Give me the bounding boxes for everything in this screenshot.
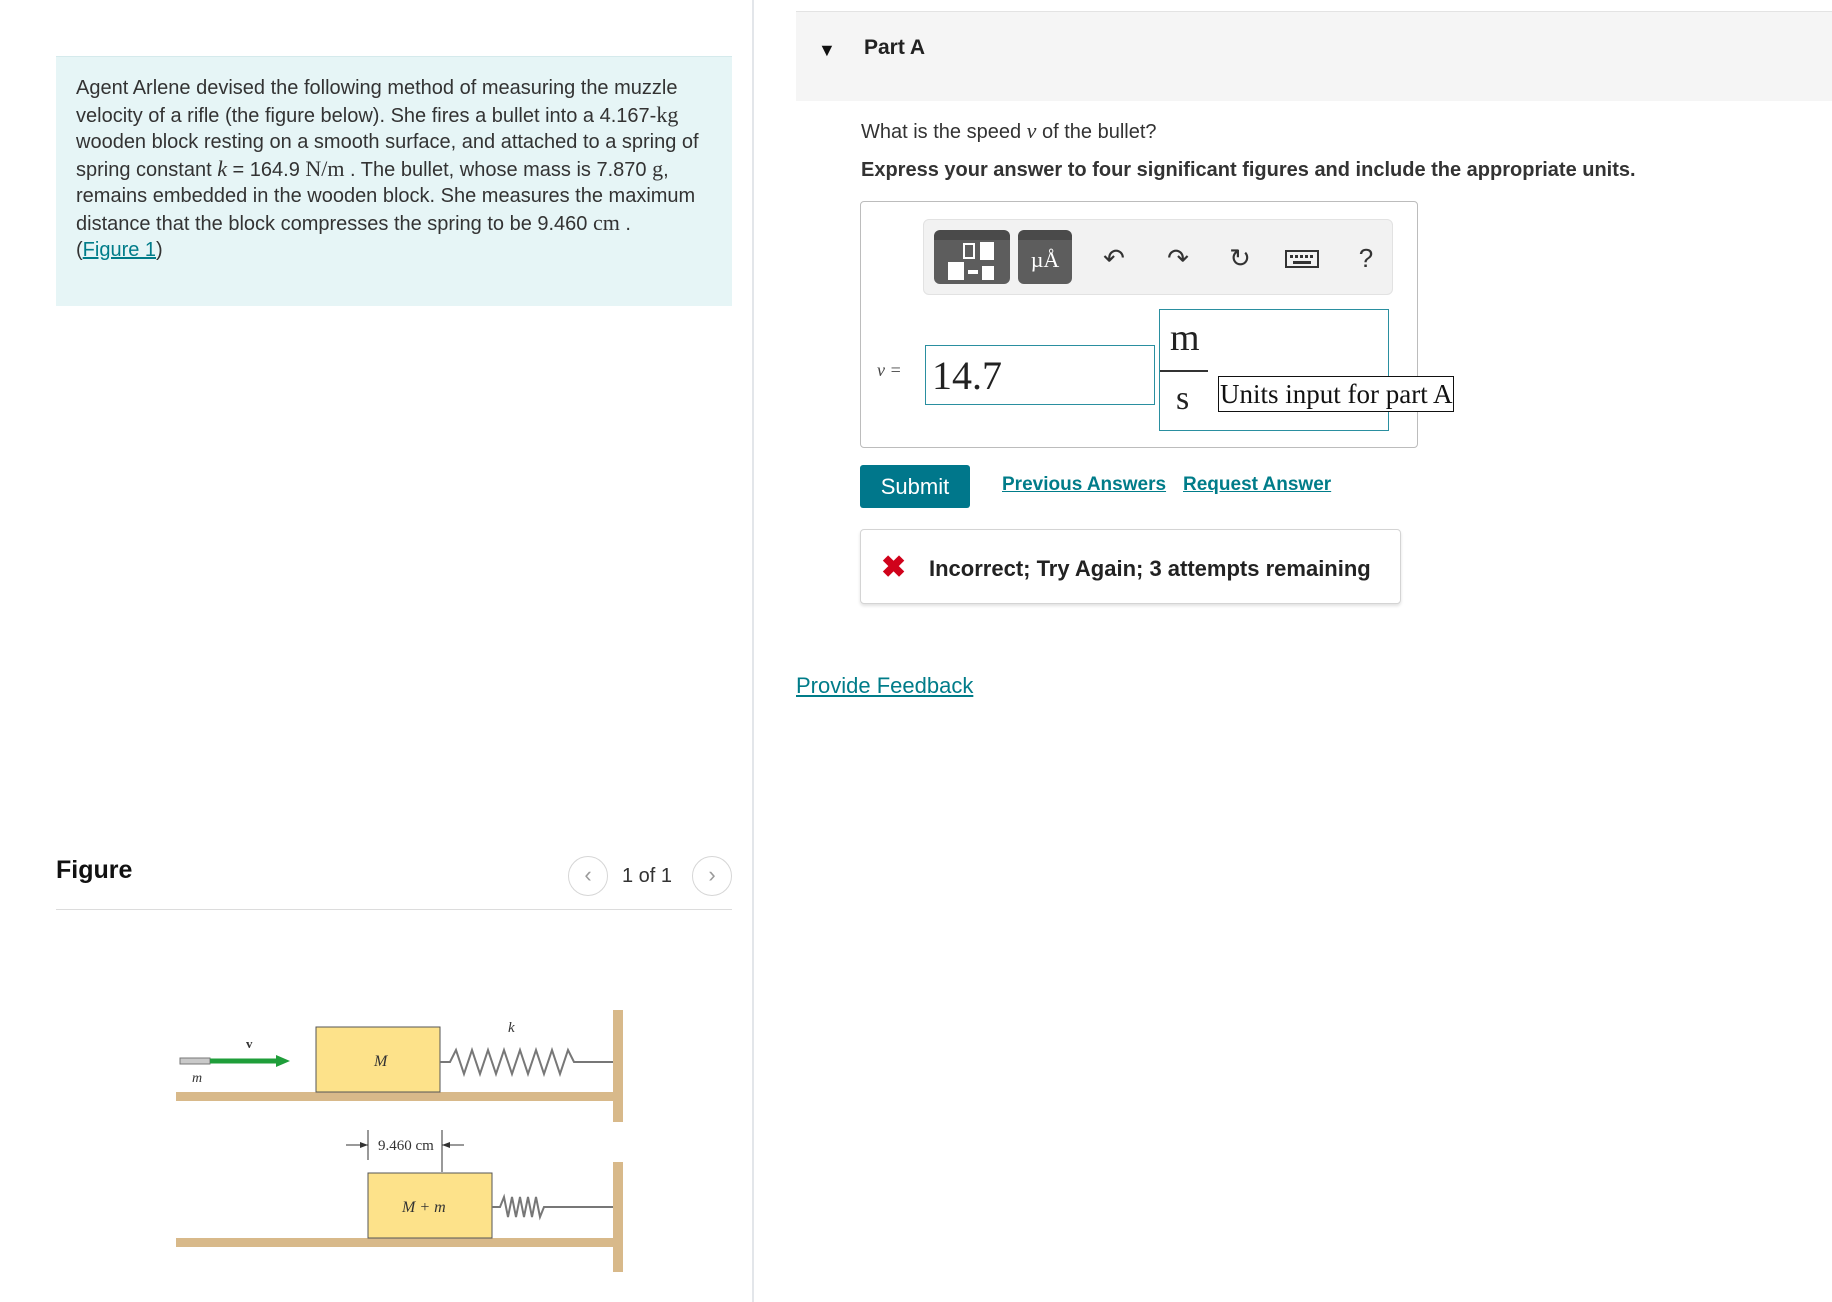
next-figure-button[interactable] bbox=[692, 856, 732, 896]
request-answer-link[interactable]: Request Answer bbox=[1183, 474, 1332, 495]
floor-top bbox=[176, 1092, 616, 1101]
x-icon: ✖ bbox=[881, 551, 907, 584]
prev-figure-button[interactable] bbox=[568, 856, 608, 896]
spring-top bbox=[440, 1050, 613, 1074]
floor-bottom bbox=[176, 1238, 616, 1247]
instruction-text: Express your answer to four significant figures and include the appropriate units. bbox=[861, 159, 1636, 181]
arrow-head bbox=[276, 1055, 290, 1067]
problem-statement bbox=[56, 56, 732, 306]
spring-bottom bbox=[492, 1197, 613, 1217]
figure-image bbox=[150, 990, 650, 1290]
part-title: Part A bbox=[864, 36, 926, 59]
keyboard-icon[interactable] bbox=[1282, 238, 1322, 278]
problem-text: Agent Arlene devised the following method of measuring the muzzle velocity of a rifle (the figure below). She fires a bullet into a 4.167-kg wooden block resting on a smooth surface, and attached to a spring of spring constant k = 164.9 N/m . The bullet, whose mass is 7.870 g, remains embedded in the wooden block. She measures the maximum distance that the block compresses the spring to be 9.460 cm . (Figure 1) bbox=[76, 77, 699, 261]
question-text: What is the speed v of the bullet? bbox=[861, 118, 1157, 143]
unit-denominator: s bbox=[1176, 380, 1190, 417]
units-button[interactable] bbox=[1018, 230, 1072, 284]
submit-button[interactable]: Submit bbox=[860, 465, 970, 508]
bullet-mass-label: m bbox=[192, 1071, 203, 1086]
combined-label: M + m bbox=[402, 1199, 446, 1216]
figure-header bbox=[56, 852, 732, 910]
caret-down-icon[interactable]: ▼ bbox=[818, 40, 836, 60]
answer-box bbox=[860, 201, 1453, 448]
provide-feedback-link[interactable]: Provide Feedback bbox=[796, 673, 974, 698]
dim-right-arrowhead bbox=[442, 1142, 450, 1148]
undo-icon[interactable]: ↶ bbox=[1103, 243, 1125, 273]
left-panel bbox=[0, 0, 752, 1302]
figure-pager: 1 of 1 bbox=[622, 865, 673, 887]
previous-answers-link[interactable]: Previous Answers bbox=[1002, 474, 1167, 495]
figure-title: Figure bbox=[56, 856, 133, 884]
velocity-label: v bbox=[246, 1036, 253, 1051]
templates-button[interactable] bbox=[934, 230, 1010, 284]
units-icon: µÅ bbox=[1030, 247, 1060, 272]
math-toolbar bbox=[923, 219, 1393, 295]
part-header[interactable] bbox=[796, 11, 1832, 101]
units-input-label: Units input for part A bbox=[1218, 376, 1454, 412]
templates-icon bbox=[934, 240, 1010, 284]
chevron-right-icon: › bbox=[708, 862, 716, 887]
wall-bottom bbox=[613, 1162, 623, 1272]
panel-divider bbox=[752, 0, 754, 1302]
variable-label: v = bbox=[877, 360, 902, 380]
distance-label: 9.460 cm bbox=[378, 1138, 434, 1154]
feedback-text: Incorrect; Try Again; 3 attempts remaining bbox=[929, 556, 1371, 581]
redo-icon[interactable]: ↷ bbox=[1167, 243, 1189, 273]
bullet bbox=[180, 1058, 210, 1064]
feedback-message bbox=[860, 529, 1401, 604]
help-icon[interactable]: ? bbox=[1358, 243, 1374, 273]
unit-numerator: m bbox=[1170, 317, 1200, 359]
fraction-bar bbox=[1160, 370, 1208, 372]
units-field[interactable] bbox=[1159, 309, 1389, 431]
wall-top bbox=[613, 1010, 623, 1122]
reset-icon[interactable]: ↻ bbox=[1229, 243, 1251, 273]
figure-link[interactable]: Figure 1 bbox=[82, 239, 157, 261]
spring-label: k bbox=[508, 1020, 515, 1036]
answer-value-input[interactable] bbox=[925, 345, 1155, 405]
chevron-left-icon: ‹ bbox=[584, 862, 592, 887]
dim-left-arrowhead bbox=[360, 1142, 368, 1148]
block-label: M bbox=[374, 1053, 388, 1070]
